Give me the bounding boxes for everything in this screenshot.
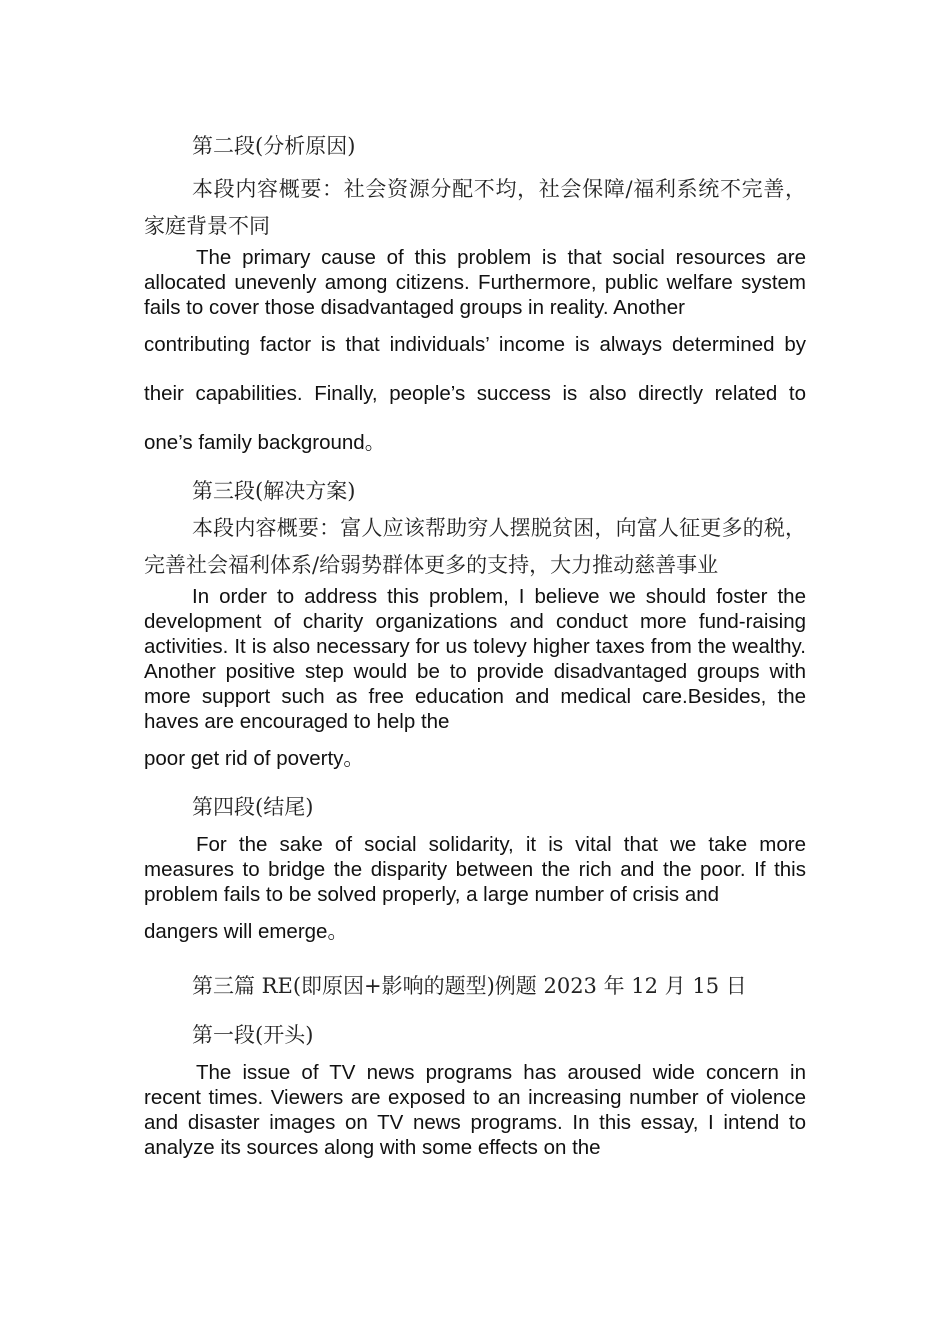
body-essay-3-paragraph-1: The issue of TV news programs has aroused wide concern in recent times. Viewers are exposed to an increasing number of violence and disaster images on TV news programs. In this essay, I intend to analyze its sources along with some effects on the [144, 1061, 806, 1159]
body-paragraph-3-b: poor get rid of poverty。 [144, 747, 364, 770]
body-paragraph-4-a: For the sake of social solidarity, it is vital that we take more measures to bridge the disparity between the rich and the poor. If this problem fails to be solved properly, a large number of crisis and [144, 833, 806, 906]
summary-paragraph-3: 本段内容概要：富人应该帮助穷人摆脱贫困，向富人征更多的税，完善社会福利体系/给弱势群体更多的支持，大力推动慈善事业 [144, 516, 806, 577]
section-heading-essay-3-paragraph-1: 第一段(开头) [192, 1023, 314, 1047]
section-heading-paragraph-3: 第三段(解决方案) [192, 479, 356, 503]
body-paragraph-2-b: contributing factor is that individuals’ income is always determined by their capabilities. Finally, people’s success is also directly related to one’s family background。 [144, 333, 806, 454]
body-paragraph-2-a: The primary cause of this problem is that social resources are allocated unevenly among citizens. Furthermore, public welfare system fails to cover those disadvantaged groups in reality. Another [144, 246, 806, 319]
section-heading-paragraph-2: 第二段(分析原因) [192, 134, 356, 158]
essay-3-title: 第三篇 RE(即原因+影响的题型)例题 2023 年 12 月 15 日 [192, 974, 747, 998]
body-paragraph-4-b: dangers will emerge。 [144, 920, 348, 943]
summary-paragraph-2: 本段内容概要：社会资源分配不均，社会保障/福利系统不完善，家庭背景不同 [144, 177, 806, 238]
body-paragraph-3-a: In order to address this problem, I believe we should foster the development of charity organizations and conduct more fund-raising activities. It is also necessary for us tolevy higher taxes from the wealthy. Another positive step would be to provide disadvantaged groups with more support such as free education and medical care.Besides, the haves are encouraged to help the [144, 585, 806, 733]
document-body [144, 128, 806, 1160]
section-heading-paragraph-4: 第四段(结尾) [192, 795, 314, 819]
